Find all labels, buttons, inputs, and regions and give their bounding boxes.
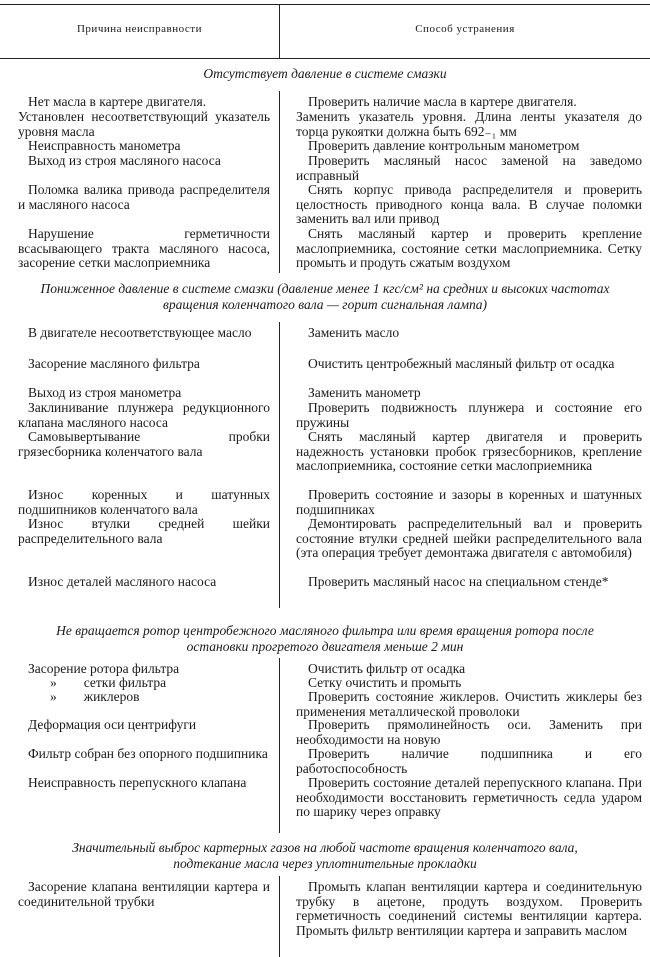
solution-cell: Снять масляный картер двигателя и проверить надежность установки пробок грязесборников, крепление маслоприемника, состояние сетки маслоприемника <box>296 429 642 474</box>
solution-cell: Проверить прямолинейность оси. Заменить при необходимости на новую <box>296 717 642 747</box>
cause-cell: Износ коренных и шатунных подшипников коленчатого вала <box>18 487 270 517</box>
cause-cell: Установлен несоответствующий указатель уровня масла <box>18 109 270 139</box>
solution-cell: Проверить масляный насос на специальном стенде* <box>308 574 609 589</box>
header-bottom-rule <box>0 58 650 59</box>
cause-cell: Фильтр собран без опорного подшипника <box>28 746 268 761</box>
solution-cell: Проверить масляный насос заменой на заведомо исправный <box>296 153 642 183</box>
cause-cell: Износ деталей масляного насоса <box>28 574 217 589</box>
column-divider <box>279 658 280 833</box>
cause-cell: Нарушение герметичности всасывающего тракта масляного насоса, засорение сетки маслоприемника <box>18 226 270 271</box>
section-title: Отсутствует давление в системе смазки <box>203 66 447 81</box>
cause-cell: Заклинивание плунжера редукционного клапана масляного насоса <box>18 400 270 430</box>
solution-cell: Проверить давление контрольным манометром <box>308 138 580 153</box>
cause-cell: Самовывертывание пробки грязесборника коленчатого вала <box>18 429 270 459</box>
cause-cell: » жиклеров <box>50 689 140 704</box>
solution-cell: Заменить манометр <box>308 385 421 400</box>
column-divider <box>279 876 280 957</box>
section-title: Не вращается ротор центробежного масляного фильтра или время вращения ротора после остановки прогретого двигателя меньше 2 мин <box>56 623 594 654</box>
solution-cell: Заменить указатель уровня. Длина ленты указателя до торца рукоятки должна быть 692₋₁ мм <box>296 109 642 139</box>
section-title: Значительный выброс картерных газов на любой частоте вращения коленчатого вала, подтекание масла через уплотнительные прокладки <box>72 840 578 871</box>
cause-cell: Выход из строя манометра <box>28 385 182 400</box>
solution-cell: Проверить состояние жиклеров. Очистить жиклеры без применения металлической проволоки <box>296 689 642 719</box>
column-divider <box>279 91 280 273</box>
solution-cell: Проверить подвижность плунжера и состояние его пружины <box>296 400 642 430</box>
cause-cell: Неисправность перепускного клапана <box>28 775 247 790</box>
column-header-solution: Способ устранения <box>415 23 515 35</box>
cause-cell: Засорение ротора фильтра <box>28 661 180 676</box>
solution-cell: Промыть клапан вентиляции картера и соединительную трубку в ацетоне, продуть воздухом. Проверить герметичность соединений системы вентиляции картера. Промыть фильтр вентиляции картера и заправить маслом <box>296 879 642 938</box>
cause-cell: » сетки фильтра <box>50 675 167 690</box>
cause-cell: Износ втулки средней шейки распределительного вала <box>18 516 270 546</box>
cause-cell: Деформация оси центрифуги <box>28 717 197 732</box>
solution-cell: Проверить наличие подшипника и его работоспособность <box>296 746 642 776</box>
solution-cell: Заменить масло <box>308 325 400 340</box>
solution-cell: Снять масляный картер и проверить крепление маслоприемника, состояние сетки маслоприемника. Сетку промыть и продуть сжатым воздухом <box>296 226 642 271</box>
cause-cell: Засорение масляного фильтра <box>28 356 200 371</box>
solution-cell: Проверить состояние и зазоры в коренных и шатунных подшипниках <box>296 487 642 517</box>
column-divider <box>279 322 280 608</box>
solution-cell: Проверить наличие масла в картере двигателя. <box>308 94 577 109</box>
cause-cell: Выход из строя масляного насоса <box>28 153 221 168</box>
solution-cell: Очистить центробежный масляный фильтр от осадка <box>308 356 615 371</box>
solution-cell: Проверить состояние деталей перепускного клапана. При необходимости восстановить герметичность седла ударом по шарику через оправку <box>296 775 642 820</box>
solution-cell: Демонтировать распределительный вал и проверить состояние втулки средней шейки распределительного вала (эта операция требует демонтажа двигателя с автомобиля) <box>296 516 642 561</box>
cause-cell: Засорение клапана вентиляции картера и соединительной трубки <box>18 879 270 909</box>
cause-cell: В двигателе несоответствующее масло <box>28 325 252 340</box>
cause-cell: Неисправность манометра <box>28 138 181 153</box>
solution-cell: Очистить фильтр от осадка <box>308 661 466 676</box>
solution-cell: Сетку очистить и промыть <box>308 675 462 690</box>
column-header-cause: Причина неисправности <box>76 23 202 35</box>
solution-cell: Снять корпус привода распределителя и проверить целостность приводного конца вала. В случае поломки заменить вал или привод <box>296 182 642 227</box>
cause-cell: Нет масла в картере двигателя. <box>28 94 207 109</box>
section-title: Пониженное давление в системе смазки (давление менее 1 кгс/см² на средних и высоких частотах вращения коленчатого вала — горит сигнальная лампа) <box>40 281 610 312</box>
cause-cell: Поломка валика привода распределителя и масляного насоса <box>18 182 270 212</box>
